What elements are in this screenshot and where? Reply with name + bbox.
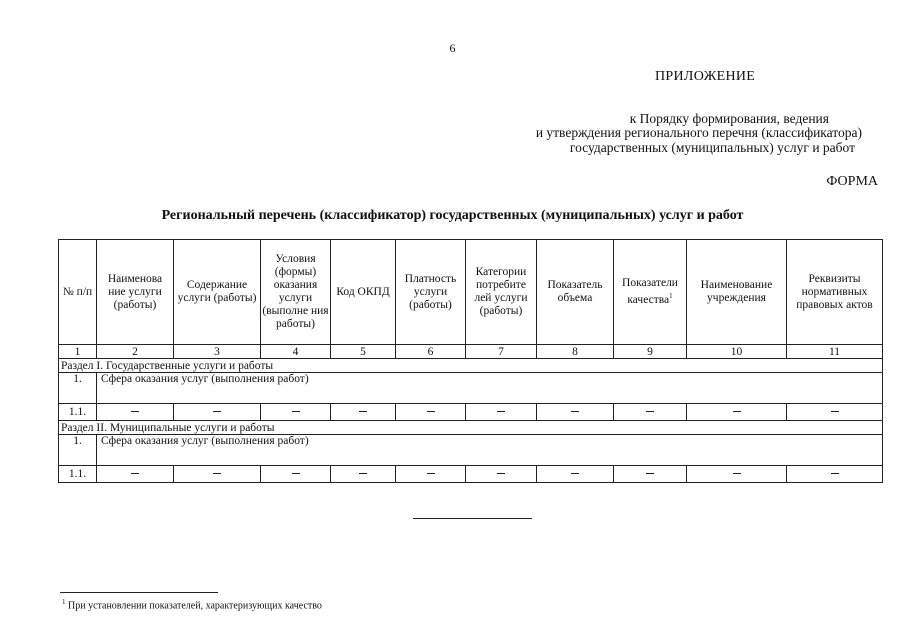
header-row <box>59 240 883 345</box>
table-cell <box>174 404 261 421</box>
dash-mark <box>497 473 505 474</box>
section-row <box>59 359 883 373</box>
appendix-line-1: к Порядку формирования, ведения <box>629 111 829 126</box>
column-number: 7 <box>466 345 537 359</box>
dash-mark <box>213 473 221 474</box>
table-cell <box>537 466 614 483</box>
footnote-rule <box>60 592 218 593</box>
column-number: 1 <box>59 345 97 359</box>
row-number: 1.1. <box>59 466 97 483</box>
table-cell <box>687 466 787 483</box>
column-number: 6 <box>396 345 466 359</box>
column-number: 2 <box>97 345 174 359</box>
header-cell: Платность услуги (работы) <box>396 240 466 345</box>
header-cell: Условия (формы) оказания услуги (выполне ния работы) <box>261 240 331 345</box>
table-row <box>59 466 883 483</box>
table-cell <box>614 404 687 421</box>
sphere-label: Сфера оказания услуг (выполнения работ) <box>97 373 883 404</box>
dash-mark <box>427 473 435 474</box>
header-cell: № п/п <box>59 240 97 345</box>
dash-mark <box>359 473 367 474</box>
table-cell <box>466 466 537 483</box>
table-cell <box>331 404 396 421</box>
document-title: Региональный перечень (классификатор) государственных (муниципальных) услуг и работ <box>161 208 744 223</box>
row-number: 1.1. <box>59 404 97 421</box>
column-number: 10 <box>687 345 787 359</box>
row-number: 1. <box>59 435 97 466</box>
footnote-text: При установлении показателей, характеризующих качество <box>68 600 322 612</box>
footnote-marker: 1 <box>669 292 673 301</box>
table-cell <box>614 466 687 483</box>
table-cell <box>97 404 174 421</box>
dash-mark <box>733 473 741 474</box>
column-number: 9 <box>614 345 687 359</box>
header-text: Показатели качества <box>622 277 678 306</box>
section-row <box>59 421 883 435</box>
header-cell: Код ОКПД <box>331 240 396 345</box>
table-cell <box>787 466 883 483</box>
section-title: Раздел I. Государственные услуги и работы <box>59 359 883 373</box>
table-row <box>59 404 883 421</box>
table-cell <box>174 466 261 483</box>
column-number: 11 <box>787 345 883 359</box>
header-cell: Содержание услуги (работы) <box>174 240 261 345</box>
dash-mark <box>292 411 300 412</box>
dash-mark <box>733 411 741 412</box>
column-number: 5 <box>331 345 396 359</box>
dash-mark <box>497 411 505 412</box>
table-cell <box>466 404 537 421</box>
column-number: 3 <box>174 345 261 359</box>
footnote-marker: 1 <box>62 598 66 606</box>
table-cell <box>261 466 331 483</box>
header-cell: Показатель объема <box>537 240 614 345</box>
dash-mark <box>571 411 579 412</box>
dash-mark <box>646 473 654 474</box>
table-cell <box>787 404 883 421</box>
dash-mark <box>427 411 435 412</box>
dash-mark <box>831 473 839 474</box>
sphere-row <box>59 373 883 404</box>
table-cell <box>537 404 614 421</box>
dash-mark <box>359 411 367 412</box>
appendix-line-3: государственных (муниципальных) услуг и работ <box>569 140 855 155</box>
dash-mark <box>292 473 300 474</box>
table-cell <box>687 404 787 421</box>
dash-mark <box>213 411 221 412</box>
sphere-row <box>59 435 883 466</box>
dash-mark <box>571 473 579 474</box>
column-numbers-row <box>59 345 883 359</box>
table-cell <box>396 466 466 483</box>
header-cell: Реквизиты нормативных правовых актов <box>787 240 883 345</box>
section-title: Раздел II. Муниципальные услуги и работы <box>59 421 883 435</box>
column-number: 4 <box>261 345 331 359</box>
dash-mark <box>646 411 654 412</box>
form-label: ФОРМА <box>826 174 878 189</box>
sphere-label: Сфера оказания услуг (выполнения работ) <box>97 435 883 466</box>
table-cell <box>261 404 331 421</box>
header-cell: Наименование учреждения <box>687 240 787 345</box>
table-cell <box>331 466 396 483</box>
appendix-line-2: и утверждения регионального перечня (классификатора) <box>535 125 862 140</box>
column-number: 8 <box>537 345 614 359</box>
footnote <box>62 598 322 611</box>
table-cell <box>97 466 174 483</box>
classifier-table <box>58 239 883 483</box>
dash-mark <box>131 473 139 474</box>
dash-mark <box>831 411 839 412</box>
page-number: 6 <box>449 41 456 55</box>
dash-mark <box>131 411 139 412</box>
row-number: 1. <box>59 373 97 404</box>
header-cell: Категории потребите лей услуги (работы) <box>466 240 537 345</box>
appendix-title: ПРИЛОЖЕНИЕ <box>655 69 756 84</box>
separator-line <box>413 518 532 519</box>
header-cell: Наименова ние услуги (работы) <box>97 240 174 345</box>
header-cell <box>614 240 687 345</box>
table-cell <box>396 404 466 421</box>
